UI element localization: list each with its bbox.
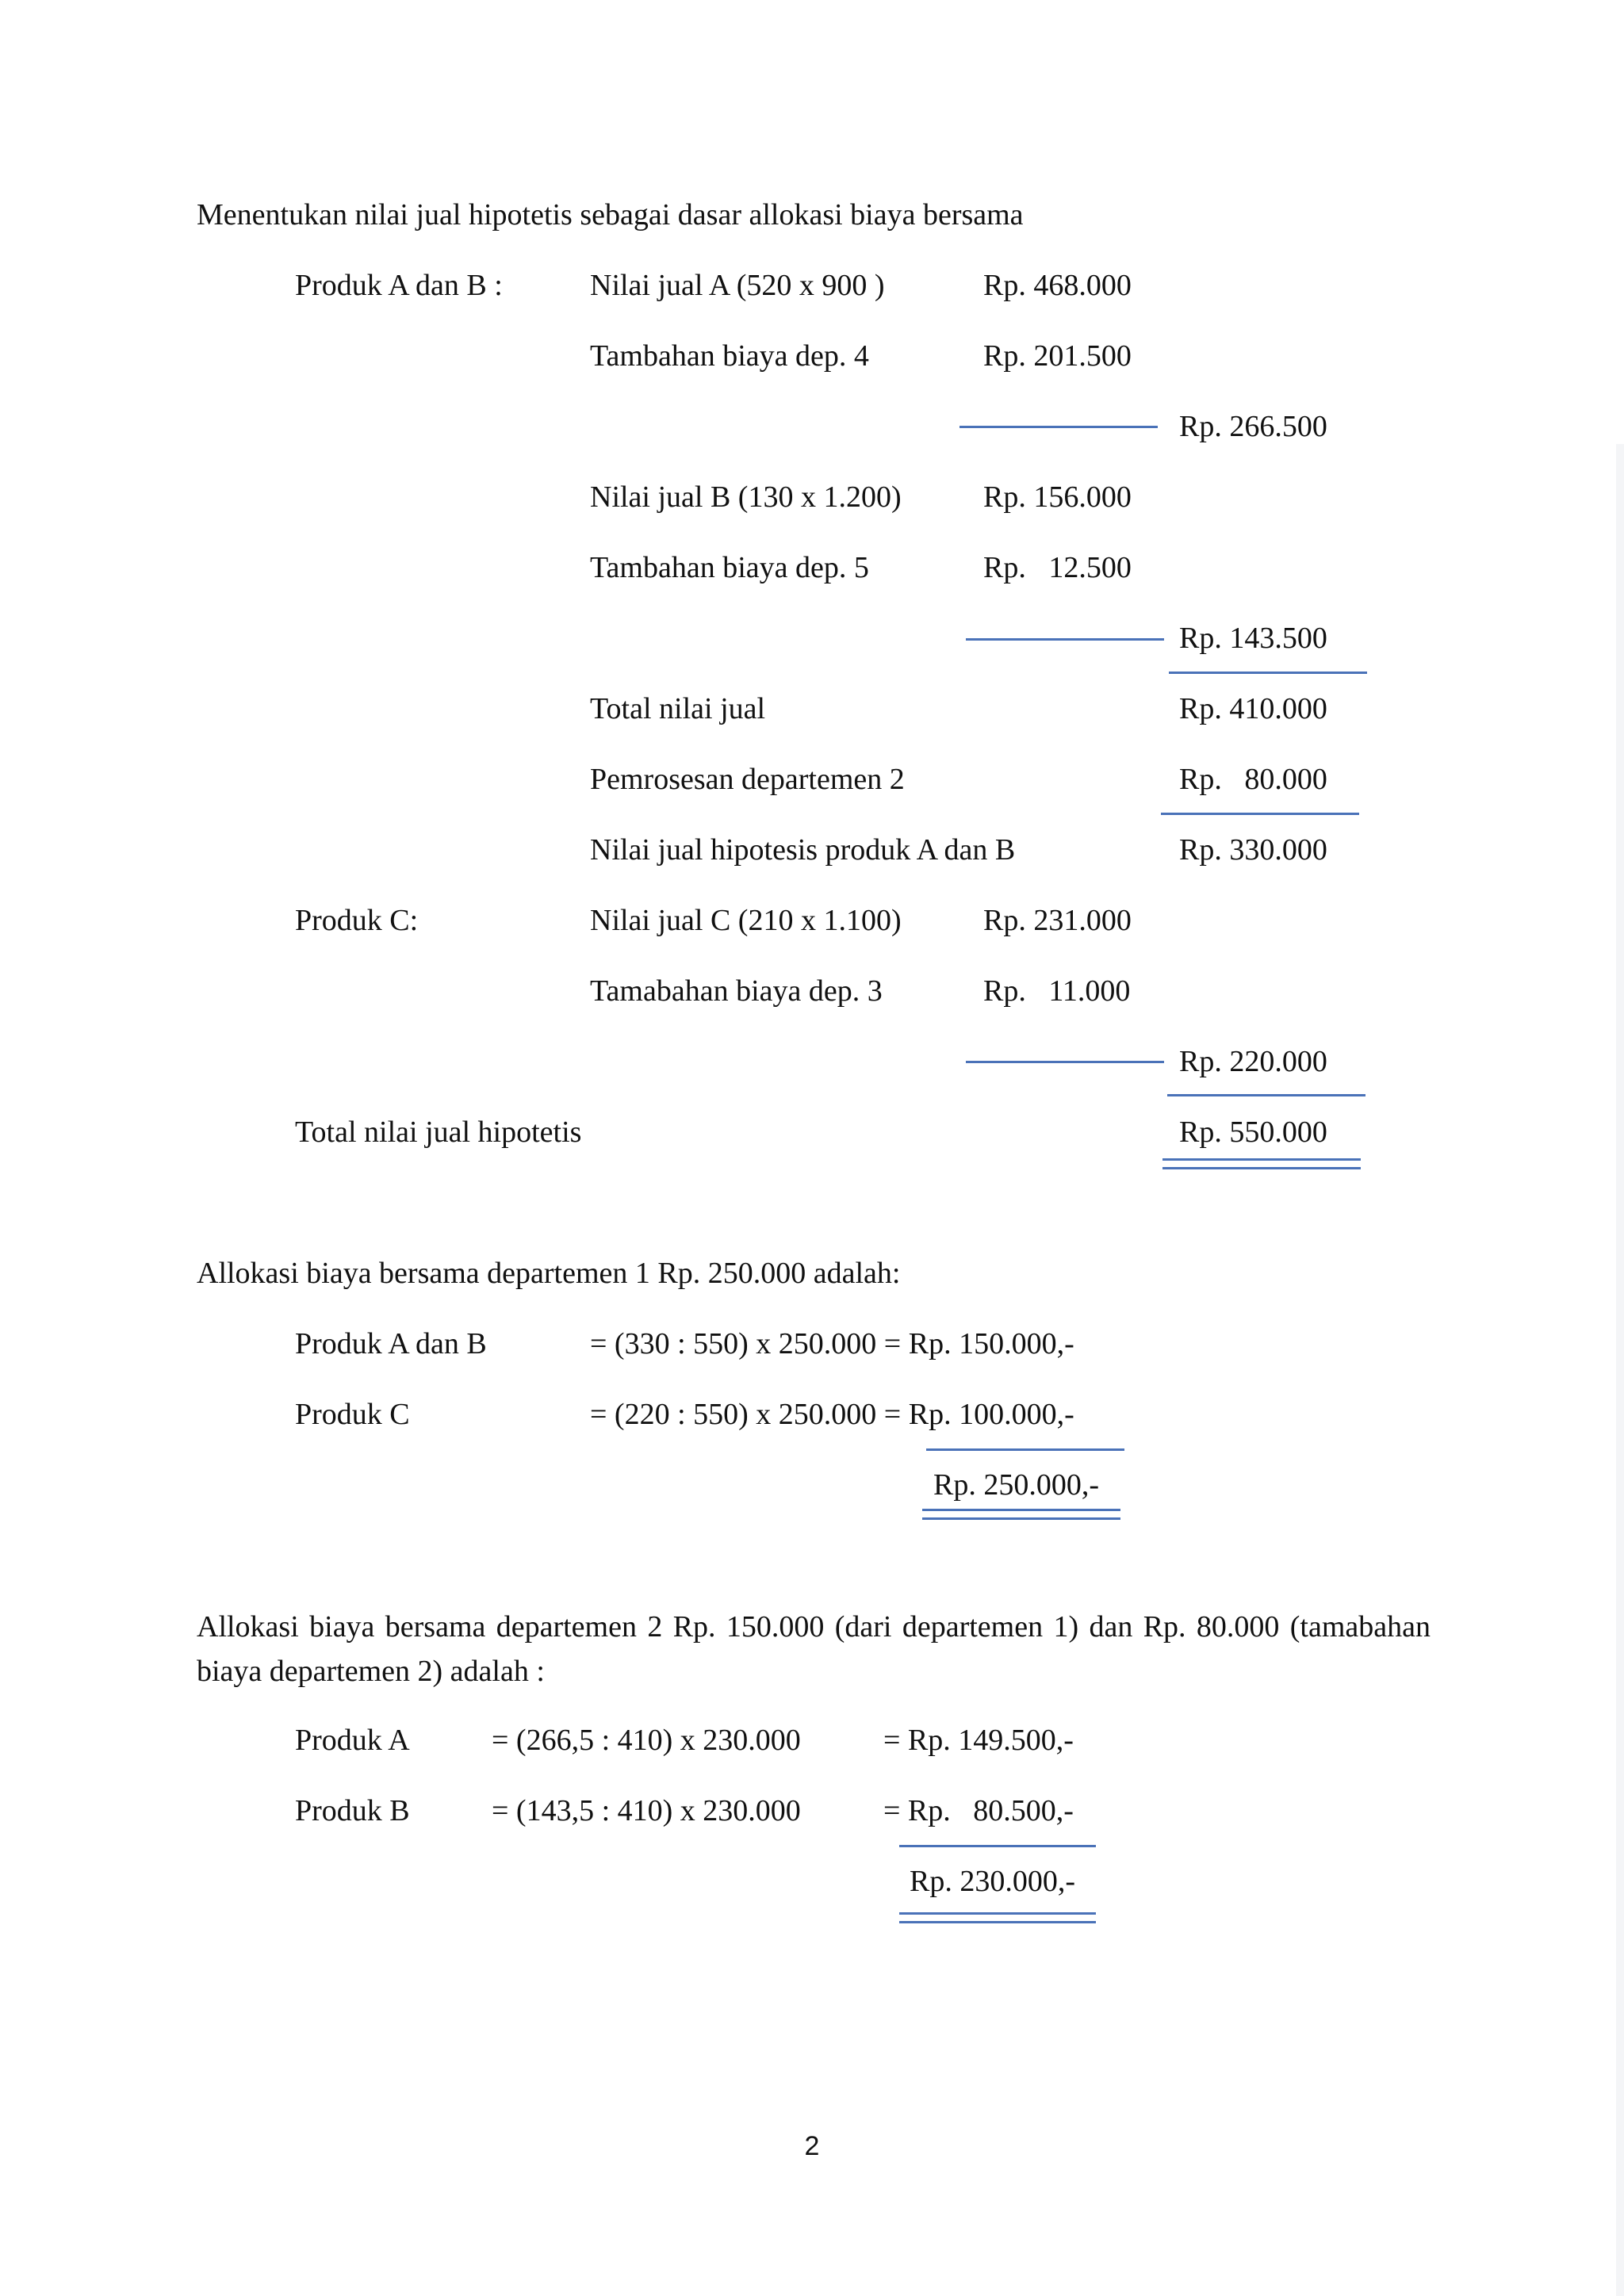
- nilai-jual-a-amount: Rp. 468.000: [983, 269, 1132, 302]
- nilai-hipotesis-ab-label: Nilai jual hipotesis produk A dan B: [590, 833, 1016, 867]
- allocation-total: Rp. 230.000,-: [910, 1865, 1075, 1898]
- double-rule-bottom: [899, 1921, 1096, 1923]
- total-hipotetis-amount: Rp. 550.000: [1179, 1115, 1327, 1149]
- subtraction-rule: [966, 1061, 1164, 1063]
- pemrosesan-dep2-label: Pemrosesan departemen 2: [590, 763, 905, 796]
- label-produk-c: Produk C:: [295, 904, 419, 937]
- allocation-row-formula: = (266,5 : 410) x 230.000: [492, 1724, 801, 1757]
- page-number: 2: [804, 2131, 820, 2161]
- subtotal-c-amount: Rp. 220.000: [1179, 1045, 1327, 1078]
- allocation-row-label: Produk A dan B: [295, 1327, 487, 1360]
- allocation-row-label: Produk B: [295, 1794, 410, 1827]
- allocation-row-label: Produk A: [295, 1724, 410, 1757]
- double-rule-bottom: [922, 1517, 1120, 1520]
- allocation-row-formula: = (143,5 : 410) x 230.000: [492, 1794, 801, 1827]
- section2-heading: Allokasi biaya bersama departemen 1 Rp. 250.000 adalah:: [197, 1257, 901, 1290]
- double-rule-top: [899, 1912, 1096, 1915]
- double-rule-bottom: [1162, 1167, 1361, 1169]
- label-produk-ab: Produk A dan B :: [295, 269, 503, 302]
- pemrosesan-dep2-amount: Rp. 80.000: [1179, 763, 1327, 796]
- tambahan-dep4-label: Tambahan biaya dep. 4: [590, 339, 869, 373]
- nilai-jual-c-amount: Rp. 231.000: [983, 904, 1132, 937]
- sum-rule: [926, 1448, 1124, 1451]
- double-rule-top: [1162, 1158, 1361, 1161]
- allocation-total: Rp. 250.000,-: [933, 1468, 1099, 1502]
- subtraction-rule: [966, 638, 1164, 641]
- subtraction-rule: [1161, 813, 1359, 815]
- tambahan-dep5-amount: Rp. 12.500: [983, 551, 1132, 584]
- total-nilai-jual-amount: Rp. 410.000: [1179, 692, 1327, 725]
- tambahan-dep3-label: Tamabahan biaya dep. 3: [590, 974, 883, 1008]
- tambahan-dep3-amount: Rp. 11.000: [983, 974, 1131, 1008]
- nilai-jual-a-label: Nilai jual A (520 x 900 ): [590, 269, 885, 302]
- sum-rule: [899, 1845, 1096, 1847]
- allocation-row-result: = Rp. 149.500,-: [883, 1724, 1074, 1757]
- subtotal-b-amount: Rp. 143.500: [1179, 622, 1327, 655]
- nilai-jual-b-amount: Rp. 156.000: [983, 480, 1132, 514]
- page-edge-shadow: [1616, 444, 1624, 2296]
- sum-rule: [1167, 1094, 1365, 1096]
- subtraction-rule: [959, 426, 1158, 428]
- allocation-row-label: Produk C: [295, 1398, 410, 1431]
- total-hipotetis-label: Total nilai jual hipotetis: [295, 1115, 582, 1149]
- allocation-row-formula: = (220 : 550) x 250.000 = Rp. 100.000,-: [590, 1398, 1074, 1431]
- allocation-row-result: = Rp. 80.500,-: [883, 1794, 1074, 1827]
- tambahan-dep4-amount: Rp. 201.500: [983, 339, 1132, 373]
- nilai-jual-b-label: Nilai jual B (130 x 1.200): [590, 480, 902, 514]
- tambahan-dep5-label: Tambahan biaya dep. 5: [590, 551, 869, 584]
- section1-heading: Menentukan nilai jual hipotetis sebagai dasar allokasi biaya bersama: [197, 198, 1024, 232]
- total-nilai-jual-label: Total nilai jual: [590, 692, 766, 725]
- subtotal-a-amount: Rp. 266.500: [1179, 410, 1327, 443]
- nilai-hipotesis-ab-amount: Rp. 330.000: [1179, 833, 1327, 867]
- sum-rule: [1169, 672, 1367, 674]
- nilai-jual-c-label: Nilai jual C (210 x 1.100): [590, 904, 902, 937]
- allocation-row-formula: = (330 : 550) x 250.000 = Rp. 150.000,-: [590, 1327, 1074, 1360]
- double-rule-top: [922, 1509, 1120, 1511]
- section3-heading: Allokasi biaya bersama departemen 2 Rp. 150.000 (dari departemen 1) dan Rp. 80.000 (tamabahan biaya departemen 2) adalah :: [197, 1610, 1431, 1688]
